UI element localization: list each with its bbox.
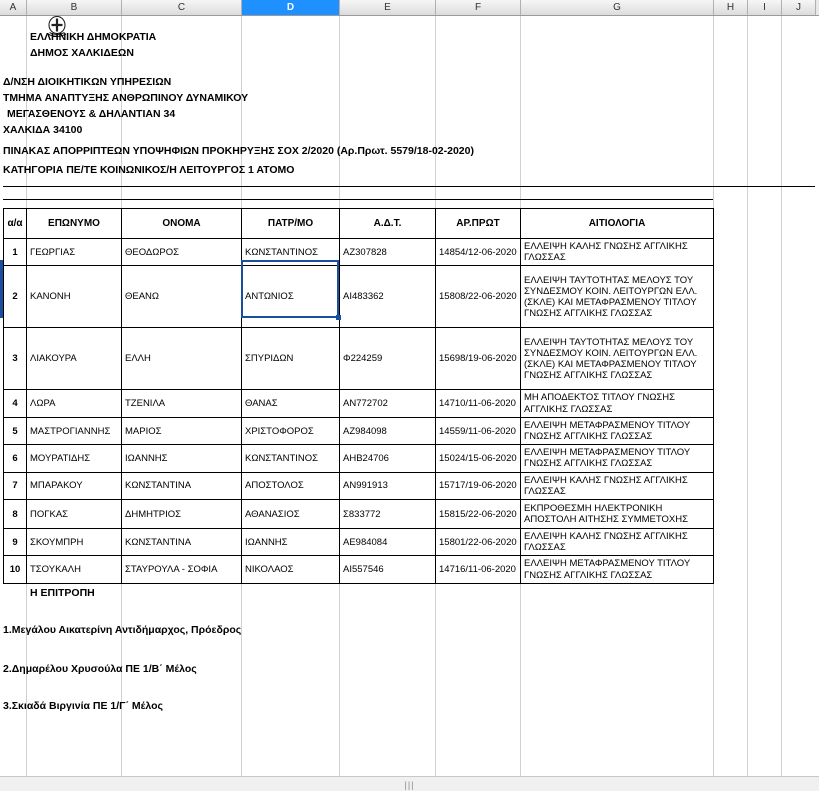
cell-aa[interactable]: 5 [4,417,27,444]
org-line-2: ΔΗΜΟΣ ΧΑΛΚΙΔΕΩΝ [30,47,134,59]
cell-father[interactable]: ΚΩΝΣΤΑΝΤΙΝΟΣ [242,445,340,472]
cell-aa[interactable]: 7 [4,472,27,499]
rejected-candidates-table [3,208,714,584]
cell-name[interactable]: ΚΩΝΣΤΑΝΤΙΝΑ [122,529,242,556]
cell-reason[interactable]: ΕΚΠΡΟΘΕΣΜΗ ΗΛΕΚΤΡΟΝΙΚΗ ΑΠΟΣΤΟΛΗ ΑΙΤΗΣΗΣ ΣΥΜΜΕΤΟΧΗΣ [521,500,714,529]
org-line-5: ΜΕΓΑΣΘΕΝΟΥΣ & ΔΗΛΑΝΤΙΑΝ 34 [7,108,176,120]
document-title: ΠΙΝΑΚΑΣ ΑΠΟΡΡΙΠΤΕΩΝ ΥΠΟΨΗΦΙΩΝ ΠΡΟΚΗΡΥΞΗΣ ΣΟΧ 2/2020 (Αρ.Πρωτ. 5579/18-02-2020) [3,145,474,157]
cell-surname[interactable]: ΜΠΑΡΑΚΟΥ [27,472,122,499]
cell-father[interactable]: ΝΙΚΟΛΑΟΣ [242,556,340,583]
cell-id[interactable]: ΑΙ557546 [340,556,436,583]
cell-reason[interactable]: ΕΛΛΕΙΨΗ ΚΑΛΗΣ ΓΝΩΣΗΣ ΑΓΓΛΙΚΗΣ ΓΛΩΣΣΑΣ [521,529,714,556]
cell-surname[interactable]: ΛΙΑΚΟΥΡΑ [27,328,122,390]
row-selection-marker [0,260,3,318]
cell-protocol[interactable]: 14710/11-06-2020 [436,390,521,417]
cell-id[interactable]: ΑΕ984084 [340,529,436,556]
cell-reason[interactable]: ΕΛΛΕΙΨΗ ΤΑΥΤΟΤΗΤΑΣ ΜΕΛΟΥΣ ΤΟΥ ΣΥΝΔΕΣΜΟΥ ΚΟΙΝ. ΛΕΙΤΟΥΡΓΩΝ ΕΛΛ. (ΣΚΛΕ) ΚΑΙ ΜΕΤΑΦΡΑΣΜΕΝΟΥ ΤΙΤΛΟΥ ΓΝΩΣΗΣ ΑΓΓΛΙΚΗΣ ΓΛΩΣΣΑΣ [521,266,714,328]
cell-father[interactable]: ΑΘΑΝΑΣΙΟΣ [242,500,340,529]
fill-handle[interactable] [336,315,341,320]
cell-name[interactable]: ΣΤΑΥΡΟΥΛΑ - ΣΟΦΙΑ [122,556,242,583]
cell-name[interactable]: ΚΩΝΣΤΑΝΤΙΝΑ [122,472,242,499]
cell-father[interactable]: ΣΠΥΡΙΔΩΝ [242,328,340,390]
column-header-e[interactable]: E [340,0,436,15]
org-line-4: ΤΜΗΜΑ ΑΝΑΠΤΥΞΗΣ ΑΝΘΡΩΠΙΝΟΥ ΔΥΝΑΜΙΚΟΥ [3,92,249,104]
cell-reason[interactable]: ΕΛΛΕΙΨΗ ΚΑΛΗΣ ΓΝΩΣΗΣ ΑΓΓΛΙΚΗΣ ΓΛΩΣΣΑΣ [521,239,714,266]
cell-father[interactable]: ΑΝΤΩΝΙΟΣ [242,266,340,328]
cell-protocol[interactable]: 14559/11-06-2020 [436,417,521,444]
cell-id[interactable]: ΑΖ307828 [340,239,436,266]
cell-id[interactable]: ΑΖ984098 [340,417,436,444]
committee-member-2: 2.Δημαρέλου Χρυσούλα ΠΕ 1/Β΄ Μέλος [3,663,197,675]
committee-member-3: 3.Σκιαδά Βιργινία ΠΕ 1/Γ΄ Μέλος [3,700,163,712]
cell-aa[interactable]: 3 [4,328,27,390]
cell-father[interactable]: ΚΩΝΣΤΑΝΤΙΝΟΣ [242,239,340,266]
table-row [4,556,714,583]
col-name: ΟΝΟΜΑ [122,209,242,239]
cell-id[interactable]: ΑΝ772702 [340,390,436,417]
column-header-row[interactable] [0,0,819,16]
cell-id[interactable]: ΑΗΒ24706 [340,445,436,472]
cell-id[interactable]: ΑΝ991913 [340,472,436,499]
cell-protocol[interactable]: 15808/22-06-2020 [436,266,521,328]
cell-reason[interactable]: ΕΛΛΕΙΨΗ ΤΑΥΤΟΤΗΤΑΣ ΜΕΛΟΥΣ ΤΟΥ ΣΥΝΔΕΣΜΟΥ ΚΟΙΝ. ΛΕΙΤΟΥΡΓΩΝ ΕΛΛ. (ΣΚΛΕ) ΚΑΙ ΜΕΤΑΦΡΑΣΜΕΝΟΥ ΤΙΤΛΟΥ ΓΝΩΣΗΣ ΑΓΓΛΙΚΗΣ ΓΛΩΣΣΑΣ [521,328,714,390]
cell-father[interactable]: ΙΩΑΝΝΗΣ [242,529,340,556]
cell-father[interactable]: ΧΡΙΣΤΟΦΟΡΟΣ [242,417,340,444]
cell-surname[interactable]: ΜΟΥΡΑΤΙΔΗΣ [27,445,122,472]
column-header-c[interactable]: C [122,0,242,15]
table-row [4,500,714,529]
document-subtitle: ΚΑΤΗΓΟΡΙΑ ΠΕ/ΤΕ ΚΟΙΝΩΝΙΚΟΣ/Η ΛΕΙΤΟΥΡΓΟΣ 1 ΑΤΟΜΟ [3,164,295,176]
cell-reason[interactable]: ΕΛΛΕΙΨΗ ΜΕΤΑΦΡΑΣΜΕΝΟΥ ΤΙΤΛΟΥ ΓΝΩΣΗΣ ΑΓΓΛΙΚΗΣ ΓΛΩΣΣΑΣ [521,445,714,472]
org-line-1: ΕΛΛΗΝΙΚΗ ΔΗΜΟΚΡΑΤΙΑ [30,31,157,43]
divider-top [3,186,815,187]
cell-aa[interactable]: 8 [4,500,27,529]
scrollbar-grip-icon: ||| [404,780,415,790]
col-father: ΠΑΤΡ/ΜΟ [242,209,340,239]
cell-surname[interactable]: ΣΚΟΥΜΠΡΗ [27,529,122,556]
cell-reason[interactable]: ΕΛΛΕΙΨΗ ΜΕΤΑΦΡΑΣΜΕΝΟΥ ΤΙΤΛΟΥ ΓΝΩΣΗΣ ΑΓΓΛΙΚΗΣ ΓΛΩΣΣΑΣ [521,556,714,583]
col-reason: ΑΙΤΙΟΛΟΓΙΑ [521,209,714,239]
cell-surname[interactable]: ΓΕΩΡΓΙΑΣ [27,239,122,266]
table-row [4,529,714,556]
cell-father[interactable]: ΘΑΝΑΣ [242,390,340,417]
org-line-3: Δ/ΝΣΗ ΔΙΟΙΚΗΤΙΚΩΝ ΥΠΗΡΕΣΙΩΝ [3,76,172,88]
cell-aa[interactable]: 10 [4,556,27,583]
cell-surname[interactable]: ΛΩΡΑ [27,390,122,417]
cell-aa[interactable]: 4 [4,390,27,417]
table-row [4,266,714,328]
divider-second [3,199,713,200]
org-line-6: ΧΑΛΚΙΔΑ 34100 [3,124,83,136]
cell-protocol[interactable]: 15024/15-06-2020 [436,445,521,472]
horizontal-scrollbar[interactable] [0,776,819,791]
cell-name[interactable]: ΕΛΛΗ [122,328,242,390]
cell-name[interactable]: ΤΖΕΝΙΛΑ [122,390,242,417]
table-row [4,390,714,417]
cell-surname[interactable]: ΜΑΣΤΡΟΓΙΑΝΝΗΣ [27,417,122,444]
gridline-i-j [781,16,782,776]
col-protocol: ΑΡ.ΠΡΩΤ [436,209,521,239]
cell-name[interactable]: ΘΕΟΔΩΡΟΣ [122,239,242,266]
cell-father[interactable]: ΑΠΟΣΤΟΛΟΣ [242,472,340,499]
cell-aa[interactable]: 9 [4,529,27,556]
cell-surname[interactable]: ΤΣΟΥΚΑΛΗ [27,556,122,583]
gridline-h-i [747,16,748,776]
cell-id[interactable]: ΑΙ483362 [340,266,436,328]
col-surname: ΕΠΩΝΥΜΟ [27,209,122,239]
cell-aa[interactable]: 6 [4,445,27,472]
cell-name[interactable]: ΘΕΑΝΩ [122,266,242,328]
column-header-i[interactable]: I [748,0,782,15]
table-row [4,328,714,390]
column-header-h[interactable]: H [714,0,748,15]
table-header-row [4,209,714,239]
table-row [4,239,714,266]
column-header-j[interactable]: J [782,0,816,15]
cell-reason[interactable]: ΕΛΛΕΙΨΗ ΜΕΤΑΦΡΑΣΜΕΝΟΥ ΤΙΤΛΟΥ ΓΝΩΣΗΣ ΑΓΓΛΙΚΗΣ ΓΛΩΣΣΑΣ [521,417,714,444]
cell-protocol[interactable]: 15815/22-06-2020 [436,500,521,529]
committee-member-1: 1.Μεγάλου Αικατερίνη Αντιδήμαρχος, Πρόεδρος [3,624,242,636]
column-header-f[interactable]: F [436,0,521,15]
cell-name[interactable]: ΔΗΜΗΤΡΙΟΣ [122,500,242,529]
table-row [4,472,714,499]
column-header-d[interactable]: D [242,0,340,15]
cell-protocol[interactable]: 15717/19-06-2020 [436,472,521,499]
grid-area[interactable] [0,16,819,776]
col-aa: α/α [4,209,27,239]
cell-id[interactable]: Φ224259 [340,328,436,390]
cell-name[interactable]: ΜΑΡΙΟΣ [122,417,242,444]
column-header-a[interactable]: A [0,0,27,15]
cell-reason[interactable]: ΜΗ ΑΠΟΔΕΚΤΟΣ ΤΙΤΛΟΥ ΓΝΩΣΗΣ ΑΓΓΛΙΚΗΣ ΓΛΩΣΣΑΣ [521,390,714,417]
cell-protocol[interactable]: 14854/12-06-2020 [436,239,521,266]
table-row [4,445,714,472]
cell-id[interactable]: Σ833772 [340,500,436,529]
cell-protocol[interactable]: 14716/11-06-2020 [436,556,521,583]
cell-protocol[interactable]: 15698/19-06-2020 [436,328,521,390]
cell-protocol[interactable]: 15801/22-06-2020 [436,529,521,556]
cell-aa[interactable]: 2 [4,266,27,328]
cell-surname[interactable]: ΚΑΝΟΝΗ [27,266,122,328]
column-header-g[interactable]: G [521,0,714,15]
cell-reason[interactable]: ΕΛΛΕΙΨΗ ΚΑΛΗΣ ΓΝΩΣΗΣ ΑΓΓΛΙΚΗΣ ΓΛΩΣΣΑΣ [521,472,714,499]
cell-surname[interactable]: ΠΟΓΚΑΣ [27,500,122,529]
col-id: Α.Δ.Τ. [340,209,436,239]
committee-title: Η ΕΠΙΤΡΟΠΗ [30,587,95,599]
table-row [4,417,714,444]
cell-aa[interactable]: 1 [4,239,27,266]
column-header-b[interactable]: B [27,0,122,15]
cell-name[interactable]: ΙΩΑΝΝΗΣ [122,445,242,472]
